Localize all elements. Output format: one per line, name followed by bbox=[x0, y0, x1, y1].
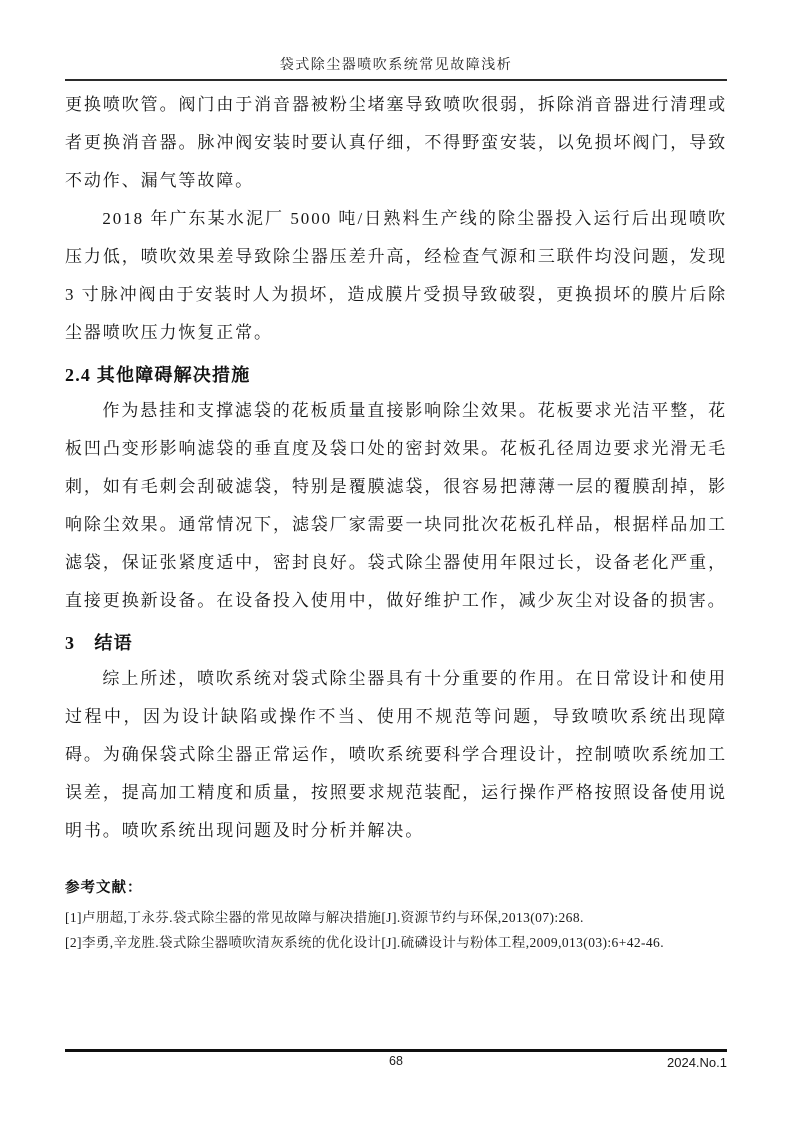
reference-item: [2]李勇,辛龙胜.袋式除尘器喷吹清灰系统的优化设计[J].硫磷设计与粉体工程,2009,013(03):6+42-46. bbox=[65, 935, 664, 950]
paragraph-pulse-valve-continuation: 更换喷吹管。阀门由于消音器被粉尘堵塞导致喷吹很弱，拆除消音器进行清理或者更换消音器。脉冲阀安装时要认真仔细，不得野蛮安装，以免损坏阀门，导致不动作、漏气等故障。 bbox=[65, 95, 727, 190]
references-heading: 参考文献： bbox=[65, 880, 143, 896]
content-column bbox=[65, 0, 727, 850]
reference-item: [1]卢朋超,丁永芬.袋式除尘器的常见故障与解决措施[J].资源节约与环保,2013(07):268. bbox=[65, 910, 584, 925]
running-title: 袋式除尘器喷吹系统常见故障浅析 bbox=[279, 58, 513, 73]
issue-label: 2024.No.1 bbox=[667, 1055, 727, 1070]
paragraph-conclusion: 综上所述，喷吹系统对袋式除尘器具有十分重要的作用。在日常设计和使用过程中，因为设计缺陷或操作不当、使用不规范等问题，导致喷吹系统出现障碍。为确保袋式除尘器正常运作，喷吹系统要科学合理设计，控制喷吹系统加工误差，提高加工精度和质量，按照要求规范装配，运行操作严格按照设备使用说明书。喷吹系统出现问题及时分析并解决。 bbox=[65, 669, 727, 840]
page-number: 68 bbox=[389, 1054, 403, 1068]
paragraph-case-study-2018: 2018 年广东某水泥厂 5000 吨/日熟料生产线的除尘器投入运行后出现喷吹压力低，喷吹效果差导致除尘器压差升高，经检查气源和三联件均没问题，发现 3 寸脉冲阀由于安装时人为损坏，造成膜片受损导致破裂，更换损坏的膜片后除尘器喷吹压力恢复正常。 bbox=[65, 209, 727, 342]
footer-row bbox=[65, 1054, 727, 1076]
references-section bbox=[65, 876, 727, 955]
page-header bbox=[65, 0, 727, 81]
header-rule bbox=[65, 79, 727, 81]
heading-section-2-4: 2.4 其他障碍解决措施 bbox=[65, 365, 251, 385]
heading-section-3-conclusion: 3 结语 bbox=[65, 633, 133, 653]
article-body bbox=[65, 86, 727, 850]
page-footer bbox=[65, 1049, 727, 1076]
paragraph-section-2-4: 作为悬挂和支撑滤袋的花板质量直接影响除尘效果。花板要求光洁平整，花板凹凸变形影响滤袋的垂直度及袋口处的密封效果。花板孔径周边要求光滑无毛刺，如有毛刺会刮破滤袋，特别是覆膜滤袋，很容易把薄薄一层的覆膜刮掉，影响除尘效果。通常情况下，滤袋厂家需要一块同批次花板孔样品，根据样品加工滤袋，保证张紧度适中，密封良好。袋式除尘器使用年限过长，设备老化严重，直接更换新设备。在设备投入使用中，做好维护工作，减少灰尘对设备的损害。 bbox=[65, 401, 727, 610]
footer-rule bbox=[65, 1049, 727, 1052]
